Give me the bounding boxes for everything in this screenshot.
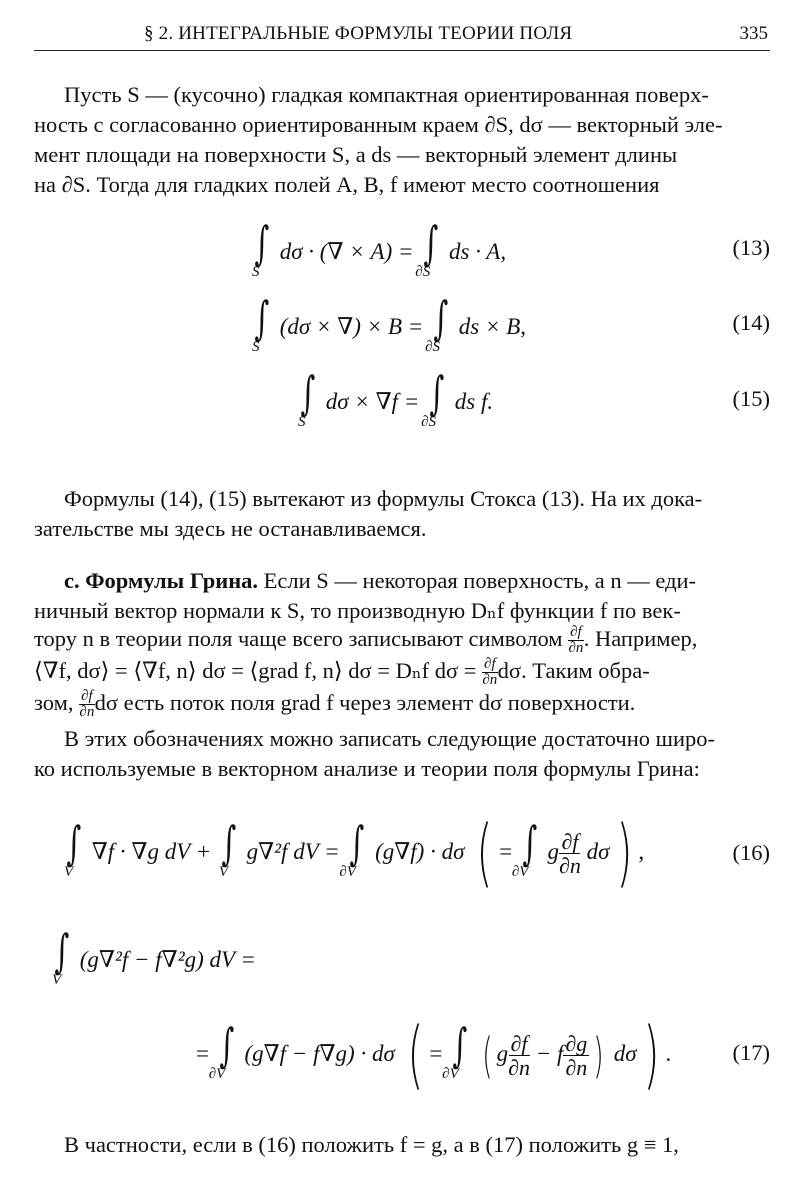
green-intro-line-1: В этих обозначениях можно записать следующие достаточно широ- (64, 726, 715, 751)
remark-line-2: зательстве мы здесь не останавливаемся. (34, 516, 427, 541)
fraction: $\frac{\partial f}{\partial n}$ (482, 655, 498, 689)
fraction: $\frac{\partial f}{\partial n}$ (559, 829, 581, 879)
eq14-rhs: ds × B, (458, 314, 527, 339)
fraction: $\frac{\partial f}{\partial n}$ (79, 687, 95, 721)
eq13-number: (13) (732, 235, 770, 260)
eq15-rhs: ds f. (454, 389, 494, 414)
fraction: $\frac{\partial g}{\partial n}$ (565, 1031, 588, 1081)
green-line-3: тору n в теории поля чаще всего записывают символом $\frac{\partial f}{\partial n}$ . Например, (34, 623, 698, 657)
book-page: § 2. ИНТЕГРАЛЬНЫЕ ФОРМУЛЫ ТЕОРИИ ПОЛЯ 335 Пусть S — (кусочно) гладкая компактная ориентированная поверх- ность с согласованно ориентированным краем ∂S, dσ — векторный эле- мент площади на поверхности S, а ds — векторный элемент длины на ∂S. Тогда для гладких полей A, B, f имеют место соотношения ∫ S dσ · (∇ × A) = ∫ ∂S ds · A, (13) ∫ S (dσ × ∇) × B = ∫ ∂S ds × B, (14) ∫ S dσ × ∇f = ∫ ∂S ds f. (15) Формулы (14), (15) вытекают из формулы Стокса (13). На их дока- зательстве мы здесь не останавливаемся. c. Формулы Грина. Если S — некоторая поверхность, а n — еди- ничный вектор нормали к S, то производную Dₙf функции f по век- тору n в теории поля чаще всего записывают символом $\frac{\partial f}{\partial n}$ . Например, ⟨∇f, dσ⟩ = ⟨∇f, n⟩ dσ = ⟨grad f, n⟩ dσ = Dₙf dσ = $\frac{\partial f}{\partial n}$ dσ. Таким обра- зом, $\frac{\partial f}{\partial n}$ dσ есть поток поля grad f через элемент dσ поверхности. В этих обозначениях можно записать следующие достаточно широ- ко используемые в векторном анализе и теории поля формулы Грина: ∫ V ∇f · ∇g dV + ∫ V g∇²f dV = ∫ ∂V (g∇f) · dσ ( = ∫ ∂V g $\frac{\partial f}{\partial n}$ dσ) , (16) ∫ V (g∇²f − f∇²g) dV = = ∫ ∂V (g∇f − f∇g) · dσ ( = ∫ ∂V ( g $\frac{\partial f}{\partial n}$ − f $\frac{\partial g}{\partial n}$ ) dσ) . (17) В частности, если в (16) положить f = g, а в (17) положить g ≡ 1, (0, 0, 802, 1185)
eq14-number: (14) (732, 310, 770, 335)
right-paren: ) (643, 1012, 659, 1099)
left-paren: ( (482, 1027, 493, 1084)
integral-sign: ∫ ∂S (415, 216, 439, 280)
intro-line-2: ность с согласованно ориентированным краем ∂S, dσ — векторный эле- (34, 112, 723, 137)
fraction: $\frac{\partial f}{\partial n}$ (568, 623, 584, 657)
green-line-1 (64, 566, 770, 596)
eq15-number: (15) (732, 386, 770, 411)
integral-sign: ∫ ∂V (339, 816, 365, 880)
right-paren: ) (615, 810, 632, 897)
eq13-rhs: ds · A, (449, 239, 507, 264)
eq17-number: (17) (732, 1040, 770, 1065)
integral-sign: ∫ ∂V (442, 1018, 468, 1082)
green-line-1-text: Если S — некоторая поверхность, а n — еди- (263, 568, 697, 593)
right-paren: ) (593, 1027, 604, 1084)
fraction: $\frac{\partial f}{\partial n}$ (508, 1031, 530, 1081)
intro-line-3: мент площади на поверхности S, а ds — векторный элемент длины (34, 142, 678, 167)
left-paren: ( (407, 1012, 423, 1099)
integral-sign: ∫ ∂S (421, 366, 445, 430)
eq17a-text: (g∇²f − f∇²g) dV = (79, 947, 256, 972)
intro-line-4: на ∂S. Тогда для гладких полей A, B, f имеют место соотношения (34, 172, 660, 197)
green-line-2: ничный вектор нормали к S, то производную Dₙf функции f по век- (34, 598, 681, 623)
integral-sign: ∫ ∂V (511, 816, 538, 880)
eq14-lhs: (dσ × ∇) × B = (279, 314, 424, 339)
section-heading: c. Формулы Грина. (64, 568, 259, 593)
eq16-term-2: g∇²f dV = (246, 839, 340, 864)
page-number: 335 (739, 23, 768, 44)
integral-sign: ∫ V (218, 816, 237, 880)
integral-sign: ∫ S (252, 216, 270, 280)
integral-sign: ∫ ∂V (208, 1018, 235, 1082)
integral-sign: ∫ S (298, 366, 316, 430)
eq15-lhs: dσ × ∇f = (325, 389, 420, 414)
integral-sign: ∫ V (52, 924, 70, 988)
intro-line-1: Пусть S — (кусочно) гладкая компактная ориентированная поверх- (64, 82, 709, 107)
remark-line-1: Формулы (14), (15) вытекают из формулы Стокса (13). На их дока- (64, 486, 703, 511)
integral-sign: ∫ ∂S (425, 291, 449, 355)
eq17b-term-1: (g∇f − f∇g) · dσ (244, 1041, 395, 1066)
green-line-4: ⟨∇f, dσ⟩ = ⟨∇f, n⟩ dσ = ⟨grad f, n⟩ dσ = Dₙf dσ = $\frac{\partial f}{\partial n}$ dσ. Таким обра- (34, 655, 650, 689)
integral-sign: ∫ S (252, 291, 270, 355)
running-header (34, 20, 770, 51)
green-line-5: зом, $\frac{\partial f}{\partial n}$ dσ есть поток поля grad f через элемент dσ поверхности. (34, 687, 636, 721)
final-line: В частности, если в (16) положить f = g, а в (17) положить g ≡ 1, (64, 1132, 679, 1157)
green-intro-line-2: ко используемые в векторном анализе и теории поля формулы Грина: (34, 756, 700, 781)
eq16-term-3: (g∇f) · dσ (375, 839, 465, 864)
eq13-lhs: dσ · (∇ × A) = (279, 239, 414, 264)
left-paren: ( (476, 810, 493, 897)
section-title: § 2. ИНТЕГРАЛЬНЫЕ ФОРМУЛЫ ТЕОРИИ ПОЛЯ (144, 23, 573, 44)
integral-sign: ∫ V (64, 816, 82, 880)
eq16-number: (16) (732, 840, 770, 865)
eq16-term-1: ∇f · ∇g dV + (91, 839, 212, 864)
